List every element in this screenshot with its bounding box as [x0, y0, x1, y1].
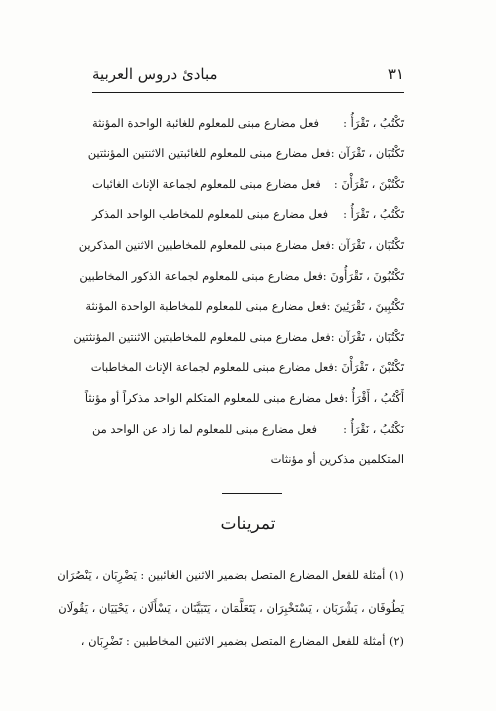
conjugation-row [87, 139, 404, 170]
verb-description: فعل مضارع مبنى للمعلوم للمخاطبين الاثنين المذكرين [78, 237, 331, 252]
verb-forms: تَكْتُبَان ، تَقْرَآن : [330, 146, 404, 161]
conjugation-row [79, 261, 404, 292]
exercise-line: (٢) أمثلة للفعل المضارع المتصل بضمير الاثنين المخاطبين : تَضْرِبَان ، [80, 634, 404, 648]
verb-forms: تَكْتُبُ ، تَقْرَأُ : [343, 115, 404, 130]
conjugation-table [73, 108, 404, 475]
section-divider [222, 493, 282, 494]
page-header [92, 62, 404, 86]
verb-description: فعل مضارع مبنى للمعلوم للمخاطب الواحد المذكر [92, 207, 329, 222]
conjugation-row [92, 414, 404, 445]
verb-forms: نَكْتُبُ ، نَقْرَأُ : [343, 421, 404, 436]
header-rule [92, 92, 404, 93]
verb-description: فعل مضارع مبنى للمعلوم للمخاطبتين الاثنتين المؤنثتين [73, 329, 331, 344]
conjugation-row [92, 108, 404, 139]
conjugation-row [92, 353, 404, 384]
conjugation-row [78, 230, 404, 261]
conjugation-row [73, 322, 404, 353]
conjugation-row-continuation [92, 445, 404, 476]
verb-forms: تَكْتُبِينَ ، تَقْرَئِينَ : [326, 299, 404, 314]
verb-description: فعل مضارع مبنى للمعلوم لجماعة الذكور المخاطبين [79, 268, 323, 283]
verb-forms: تَكْتُبَان ، تَقْرَآن : [330, 329, 404, 344]
conjugation-row [92, 169, 404, 200]
verb-forms: تَكْتُبْنَ ، تَقْرَأْنَ : [333, 360, 404, 375]
conjugation-row [92, 200, 404, 231]
verb-description: فعل مضارع مبنى للمعلوم للغائبتين الاثنتين المؤنثتين [87, 146, 331, 161]
verb-forms: تَكْتُبَان ، تَقْرَآن : [330, 237, 404, 252]
running-title: مبادئ دروس العربية [92, 65, 218, 83]
exercise-line: يَطُوفَان ، يَشْرَبَان ، يَسْتَخْبِرَان ، يَتَعَلَّمَان ، يَتَبَيَّنَان ، يَسْأَلَان ، يَحْيَيَان ، يَقُولَان [58, 601, 404, 615]
verb-forms: تَكْتُبْنَ ، تَقْرَأْنَ : [333, 176, 404, 191]
verb-description: المتكلمين مذكرين أو مؤنثات [270, 452, 404, 467]
page-number: ٣١ [387, 65, 404, 83]
verb-description: فعل مضارع مبنى للمعلوم لجماعة الإناث الغائبات [92, 176, 321, 191]
verb-description: فعل مضارع مبنى للمعلوم لجماعة الإناث المخاطبات [90, 360, 334, 375]
exercise-line: (١) أمثلة للفعل المضارع المتصل بضمير الاثنين الغائبين : يَضْرِبَان ، يَنْصُرَان [57, 568, 404, 582]
verb-forms: أَكْتُبُ ، أَقْرَأُ : [344, 390, 404, 405]
conjugation-row [84, 383, 404, 414]
verb-description: فعل مضارع مبنى للمعلوم للمخاطبة الواحدة المؤنثة [85, 299, 327, 314]
verb-description: فعل مضارع مبنى للمعلوم المتكلم الواحد مذكراً أو مؤنثاً [84, 390, 345, 405]
verb-forms: تَكْتُبُ ، تَقْرَأُ : [343, 207, 404, 222]
verb-forms: تَكْتُبُونَ ، تَقْرَأُونَ : [322, 268, 404, 283]
conjugation-row [85, 292, 404, 323]
verb-description: فعل مضارع مبنى للمعلوم لما زاد عن الواحد من [92, 421, 317, 436]
verb-description: فعل مضارع مبنى للمعلوم للغائبة الواحدة المؤنثة [92, 115, 319, 130]
exercises-title: تمرينات [220, 514, 276, 534]
